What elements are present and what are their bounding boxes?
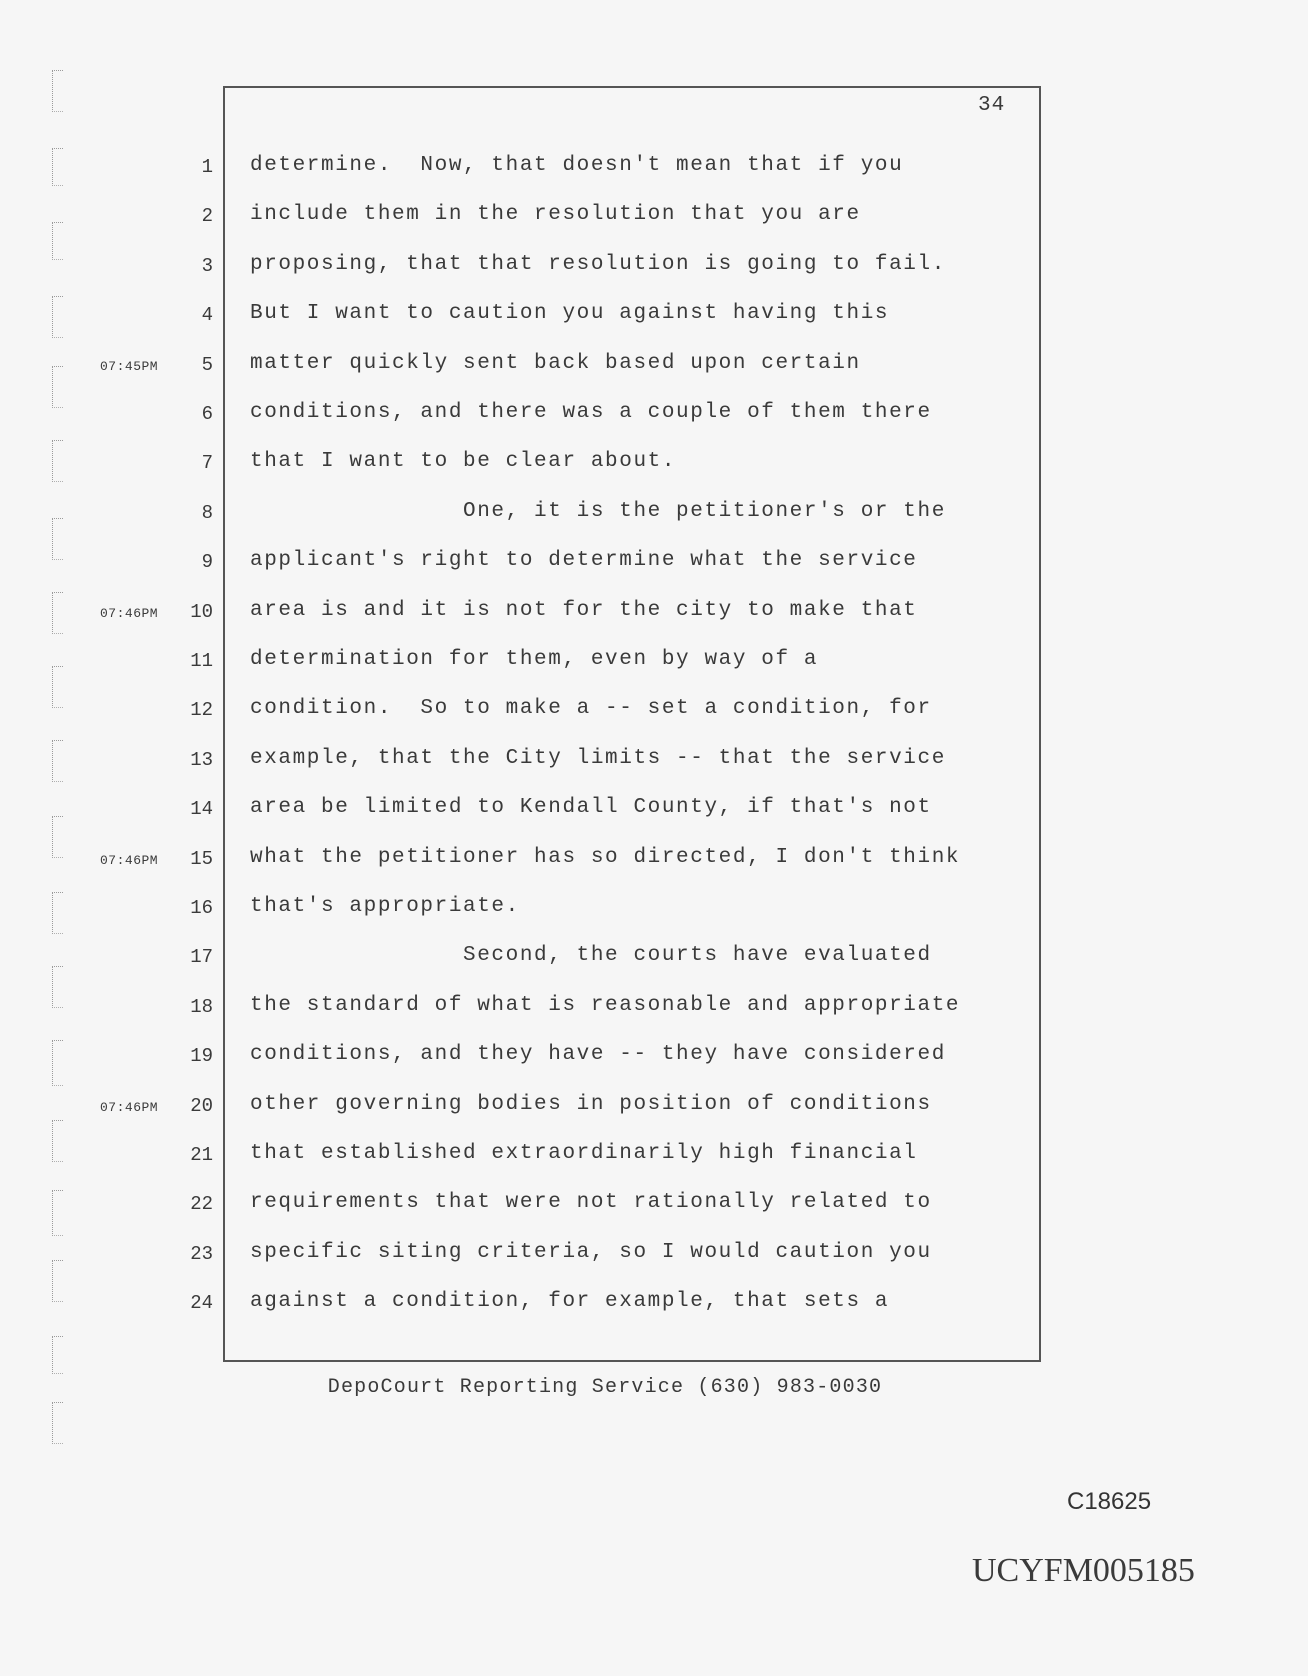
transcript-line: include them in the resolution that you are [250, 203, 861, 227]
transcript-line: determination for them, even by way of a [250, 648, 819, 671]
transcript-line: the standard of what is reasonable and appropriate [250, 993, 961, 1017]
line-number: 19 [190, 1045, 213, 1068]
line-number: 8 [201, 501, 213, 524]
transcript-line: proposing, that that resolution is going to fail. [250, 252, 946, 276]
transcript-line: against a condition, for example, that sets a [250, 1290, 890, 1314]
line-number: 21 [190, 1144, 213, 1166]
line-number: 20 [190, 1094, 213, 1117]
transcript-line: applicant's right to determine what the service [250, 549, 918, 573]
binding-edge-marks [44, 60, 84, 1460]
transcript-line: conditions, and they have -- they have considered [250, 1043, 946, 1067]
transcript-line: area is and it is not for the city to make that [250, 598, 918, 622]
line-number: 9 [201, 551, 213, 574]
edge-mark [52, 366, 63, 408]
transcript-line: determine. Now, that doesn't mean that if you [250, 154, 904, 177]
transcript-line: specific siting criteria, so I would caution you [250, 1240, 932, 1264]
line-number: 4 [201, 304, 213, 327]
line-number: 24 [190, 1292, 213, 1315]
transcript-line: that I want to be clear about. [250, 450, 677, 474]
edge-mark [52, 1040, 63, 1086]
line-number: 11 [190, 650, 213, 672]
line-number: 16 [190, 897, 213, 919]
line-timestamp: 07:46PM [100, 1099, 159, 1115]
reporter-footer: DepoCourt Reporting Service (630) 983-0030 [327, 1376, 883, 1399]
line-number: 23 [190, 1242, 213, 1265]
transcript-line: One, it is the petitioner's or the [250, 499, 946, 523]
line-number: 2 [201, 205, 213, 228]
edge-mark [52, 70, 63, 112]
line-number: 14 [190, 798, 213, 821]
transcript-line: that established extraordinarily high financial [250, 1142, 918, 1165]
line-number: 13 [190, 748, 213, 771]
transcript-line: requirements that were not rationally related to [250, 1191, 932, 1215]
line-number: 18 [190, 995, 213, 1018]
line-timestamp: 07:45PM [100, 358, 159, 374]
transcript-line: matter quickly sent back based upon certain [250, 351, 861, 375]
transcript-line: example, that the City limits -- that the service [250, 746, 946, 770]
line-number: 7 [201, 452, 213, 475]
edge-mark [52, 892, 63, 934]
transcript-frame [223, 86, 1041, 1362]
edge-mark [52, 222, 63, 260]
bates-number-primary: C18625 [1067, 1488, 1152, 1515]
page-number: 34 [978, 94, 1006, 117]
transcript-line: condition. So to make a -- set a condition, for [250, 697, 932, 721]
edge-mark [52, 666, 63, 708]
edge-mark [52, 592, 63, 634]
line-number: 6 [201, 403, 213, 425]
edge-mark [52, 1336, 63, 1374]
edge-mark [52, 148, 63, 186]
line-timestamp: 07:46PM [100, 605, 159, 621]
line-number: 3 [201, 254, 213, 277]
transcript-line: But I want to caution you against having this [250, 302, 890, 326]
transcript-line: Second, the courts have evaluated [250, 944, 932, 968]
edge-mark [52, 966, 63, 1008]
bates-number-secondary: UCYFM005185 [972, 1552, 1195, 1589]
line-number: 22 [190, 1193, 213, 1216]
edge-mark [52, 740, 63, 782]
transcript-line: that's appropriate. [250, 895, 520, 918]
transcript-line: area be limited to Kendall County, if that's not [250, 796, 932, 820]
edge-mark [52, 1260, 63, 1302]
line-number: 15 [190, 847, 213, 870]
transcript-line: conditions, and there was a couple of them there [250, 401, 932, 424]
line-number: 12 [190, 699, 213, 722]
edge-mark [52, 816, 63, 858]
edge-mark [52, 440, 63, 482]
edge-mark [52, 1120, 63, 1162]
transcript-line: what the petitioner has so directed, I don't think [250, 845, 961, 869]
edge-mark [52, 518, 63, 560]
line-timestamp: 07:46PM [100, 852, 159, 868]
line-number: 5 [201, 353, 213, 376]
line-number: 17 [190, 946, 213, 969]
edge-mark [52, 1190, 63, 1236]
line-number: 1 [201, 156, 213, 178]
edge-mark [52, 296, 63, 338]
line-number: 10 [190, 600, 213, 623]
transcript-line: other governing bodies in position of conditions [250, 1092, 932, 1116]
edge-mark [52, 1402, 63, 1444]
